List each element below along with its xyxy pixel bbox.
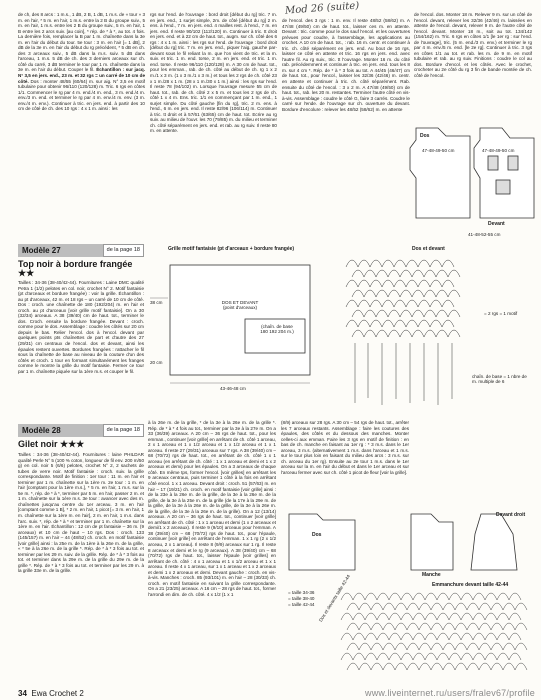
mesh-arc — [418, 260, 430, 267]
mesh-arc — [436, 310, 448, 317]
mesh-arc — [467, 663, 479, 670]
watermark-text: www.liveinternet.ru/users/fralev67/profile — [365, 688, 535, 698]
mesh-arc — [401, 653, 413, 660]
mesh-arc — [485, 633, 497, 640]
mesh-arc — [376, 310, 388, 317]
mesh-arc — [377, 653, 389, 660]
mesh-arc — [395, 623, 407, 630]
mesh-arc — [509, 593, 521, 600]
modele-27-page-ref: de la page 18 — [103, 244, 144, 257]
mesh-arc — [406, 300, 418, 307]
mesh-arc — [515, 603, 527, 610]
mesh-arc — [436, 290, 448, 297]
mesh-arc — [443, 603, 455, 610]
mesh-arc — [341, 653, 353, 660]
modele-27-title: Top noir à bordure frangée ★★ — [18, 259, 133, 278]
mesh-arc — [346, 280, 358, 287]
mesh-arc — [424, 270, 436, 277]
mesh-arc — [364, 270, 376, 277]
mesh-arc — [448, 330, 460, 337]
mesh-arc — [341, 613, 353, 620]
mesh-arc — [455, 663, 467, 670]
modele-28-col2: à la 26e m. de la grille, * de la 3e à la 26e m. de la grille *. Rép. de * à * 4 fois au tot., terminer par la 3e à la 27e m. On a 33 (36/39) arceaux. A 20 cm – 36 rgs de haut. tot., pour les emman., continuer [voir grille] en arrêtant de ch. côté 1 arceau, 2 x 1 arceau et 1 x 1/2 arceau et 1 x 1/2 arceau et 1 x 1 arceau. Il reste 27 (29/31) arceaux sur 7 rgs. A 38 (39/40) cm – 68 (70/72) rgs de haut. tot., en arrêtant de ch. côté 1 x 1 arceau (en arrêtant de ch. côté : 1 x 1 arceau et demi et 1 x 2 arceaux et demi) pour les épaules. On a 3 arceaux de chaque côté. En même tps, former l'encol. [voir grilles] en arrêtant les 9 arceaux centraux, puis terminer 1 côté à la fois en arrêtant côté encol. 1 x 1 arceau. Devant droit : croch. 51 (57/63) m. en l'air – 17 (19/21) ch. croch. en motif fantaisie [voir grille] ainsi : de la 23e à la 26e m. de la grille, de la 3e à la 26e m. de la grille, de la 3e à la 25e m. de la grille (de la 17e à la 29e m. de la grille, de la 3e à la 26e m. de la grille, de la 3e à la 26e m. de la grille, de la 3e à la 26e m. de la grille). On a 12 (13/14) arceaux. A 20 cm – 36 rgs de haut. tot., continuer [voir grille] en arrêtant de ch. côté : 1 x 1 arceau et demi (1 x 2 arceaux et demi/1 x 2 arceaux). Il reste 9 (9/10) arceaux pour l'emman. A 38 (39/40) cm – 68 (70/72) rgs de haut. tot., pour l'épaule, continuer [voir grille] en arrêtant de l'emman. 1 x 1 rg (2 x 1/2 arceau, 2 x 1 arceau). Il reste 8 (9/9) arceaux sur 1 rg. Il reste 8 arceaux et demi et le rg (9 arceaux). A 38 (39/40) cm – 68 (70/72) rgs de haut. tot., laisser l'épaule [voir grilles] en arrêtant de ch. côté : 4 x 1 arceau et 1 x 1/2 arceau et 1 x 1 arceau. Il reste 4 x 1 arceau, sur 1 x 1 arceau et 1 x 2 arceaux et demi 1 x 2 arceaux et demi. Devant gauche : croch. en vis-à-vis. Manches : croch. 85 (93/101) m. en l'air – 28 (30/33) ch. croch. en motif fantaisie en suivant la grille correspondante. On a 21 (23/25) arceaux. A 16 cm – 28 rgs de haut. tot., former l'arrondi en dim. de ch. côté. 4 x 1/2 (1 x 1 — [148, 420, 276, 597]
mesh-arc — [442, 320, 454, 327]
mesh-arc — [473, 653, 485, 660]
mesh-arc — [509, 653, 521, 660]
mesh-arc — [382, 260, 394, 267]
mesh-arc — [388, 310, 400, 317]
schematic-bottom-devant-label: Devant droit — [496, 512, 526, 518]
mesh-arc — [425, 593, 437, 600]
mesh-arc — [461, 593, 473, 600]
mesh-arc — [359, 623, 371, 630]
mesh-arc — [365, 613, 377, 620]
mesh-arc — [406, 260, 418, 267]
magazine-name: Ewa Crochet 2 — [31, 689, 84, 698]
mesh-arc — [419, 643, 431, 650]
mesh-arc — [412, 310, 424, 317]
mesh-arc — [431, 663, 443, 670]
mesh-arc — [413, 593, 425, 600]
mesh-arc — [394, 300, 406, 307]
mesh-arc — [388, 330, 400, 337]
mesh-arc — [461, 653, 473, 660]
mesh-arc — [449, 633, 461, 640]
grid-28-legend-2: = taille 38-40 — [288, 596, 315, 601]
mesh-arc — [448, 290, 460, 297]
mesh-arc — [497, 633, 509, 640]
handwritten-note: Mod 26 (suite) — [284, 0, 360, 17]
mesh-arc — [509, 613, 521, 620]
schematic-bottom-manche-label: Manche — [422, 572, 441, 578]
mesh-arc — [359, 663, 371, 670]
mesh-arc — [376, 290, 388, 297]
mesh-arc — [473, 633, 485, 640]
mesh-arc — [376, 330, 388, 337]
text-column-1 — [18, 12, 145, 244]
mesh-arc — [359, 643, 371, 650]
grid-28-side-label: Dos et devants taille 42-44 — [318, 573, 352, 623]
mesh-arc — [437, 613, 449, 620]
mesh-arc — [425, 653, 437, 660]
col1-para2: Échantillon : sur jacq. N° 3,5 en jers. end., 23 m. et 32 rgs = un carré de 10 cm de côté. — [18, 67, 145, 84]
mesh-arc — [443, 643, 455, 650]
mesh-arc — [347, 603, 359, 610]
modele-28-page-ref: de la page 18 — [103, 424, 144, 437]
mesh-arc — [371, 663, 383, 670]
schematic-devant-label: Devant — [488, 221, 505, 227]
mesh-arc — [431, 643, 443, 650]
modele-28-col3: (8/9) arceaux sur 28 rgs. A 30 cm – 54 rgs de haut. tot., arrêter les 7 arceaux restants. Assemblage : faire les coutures des épaules, des côtés et du dessous des manches. Monter celles-ci aux emman. Faire les 3 rgs en motif de finition : en bas de ch. manche en faisant au 1er rg : * 3 m.s. dans le 1er arceau, 3 m.s. (alternativement 1 m.s. dans l'arceau et 1 m.s. sur le tour plus loin en faisant du milieu des arcs : 3 m.s. sur ch. arceau du 1er rg). Ensuite au 2e tour 1 m.s. dans le 1er arceau sur la m. en l'air du début et dans le 1er arceau et sur l'arceau fermer avec sur ch. côté 1 picot de fleur [voir la grille]. — [281, 420, 409, 475]
mesh-arc — [406, 320, 418, 327]
mesh-arc — [418, 320, 430, 327]
mesh-arc — [400, 310, 412, 317]
mesh-arc — [479, 643, 491, 650]
modele-28-number: Modèle 28 — [22, 426, 61, 435]
mesh-arc — [497, 613, 509, 620]
mesh-arc — [358, 300, 370, 307]
modele-27-number: Modèle 27 — [22, 246, 61, 255]
grid-28-legend-1: = taille 34-36 — [288, 590, 315, 595]
mesh-arc — [382, 280, 394, 287]
mesh-arc — [377, 613, 389, 620]
mesh-arc — [455, 603, 467, 610]
mesh-arc — [353, 633, 365, 640]
mesh-arc — [419, 623, 431, 630]
mesh-arc — [394, 260, 406, 267]
grid-27-chain-label: chaîn. de base = 1 nbre de m. multiple de 6 — [472, 374, 527, 384]
mesh-arc — [443, 623, 455, 630]
mesh-arc — [352, 290, 364, 297]
mesh-arc — [467, 603, 479, 610]
mesh-arc — [407, 643, 419, 650]
modele-27-banner — [18, 244, 144, 257]
mesh-arc — [382, 300, 394, 307]
mesh-arc — [467, 623, 479, 630]
modele-28-banner — [18, 424, 144, 437]
mesh-arc — [365, 653, 377, 660]
schematic-dim-3: 41-48-52-55 cm — [468, 232, 501, 237]
mesh-arc — [376, 270, 388, 277]
mesh-arc — [370, 320, 382, 327]
mesh-arc — [407, 603, 419, 610]
mesh-arc — [341, 593, 353, 600]
mesh-arc — [365, 593, 377, 600]
mesh-arc — [425, 633, 437, 640]
mesh-arc — [389, 593, 401, 600]
mesh-arc — [442, 300, 454, 307]
mesh-arc — [515, 623, 527, 630]
mesh-arc — [461, 613, 473, 620]
mesh-arc — [388, 290, 400, 297]
mesh-arc — [485, 653, 497, 660]
mesh-arc — [394, 320, 406, 327]
mesh-arc — [491, 643, 503, 650]
mesh-arc — [359, 603, 371, 610]
mesh-arc — [467, 643, 479, 650]
mesh-arc — [358, 260, 370, 267]
mesh-arc — [418, 300, 430, 307]
grid-27-chain-box: (chaîn. de base 180 192 204 m.) — [260, 324, 294, 334]
grid-27-dim-2: 20 cm — [150, 360, 163, 365]
mesh-arc — [377, 633, 389, 640]
mesh-arc — [400, 270, 412, 277]
mesh-arc — [352, 310, 364, 317]
schematic-dim-1: 47-48-49-50 cm — [422, 148, 455, 153]
mesh-arc — [353, 653, 365, 660]
mesh-arc — [491, 623, 503, 630]
mesh-arc — [461, 633, 473, 640]
mesh-arc — [431, 623, 443, 630]
mesh-arc — [365, 633, 377, 640]
mesh-arc — [352, 270, 364, 277]
mesh-arc — [479, 623, 491, 630]
mesh-arc — [419, 603, 431, 610]
text-column-3: de l'encol. des 3 rgs : 1 m. env. Il reste 48/52 (58/62) m. A 47/48 (49/50) cm de haut. tot., laisser ces m. en attente. Devant : tric. comme pour le dos sauf l'encol. et les ouvertures prévues pour coudre, à l'assemblage, les applications au crochet. A 10 cm de haut. tot., : rab. 16 m. centr. et continuer à tric. ch. côté séparément en jers. end. Au bout de 16 rgs, laisser ce côté en attente et tric. 16 rgs en jers. end. avec l'autre fil. Au rg suiv., tric. tt l'ouvrage. Monter 16 m. du côté rab. précédemment et continuer à tric. en jers. end. tous les 8 m. sur 4 cm *. Rép. de * à * 3 fois au tot. A 44/45 (46/47) cm de haut. tot., pour l'encol., laisser les 32/36 (42/46) m. centr. en attente et continuer à tric. ch. côté séparément. Rab. ensuite du côté de l'encol. : 3 x 2 m. A 47/48 (49/50) cm de haut. tot., rab. les 20 m. restantes. Terminer l'autre côté en vis-à-vis. Assemblage : coudre le côté G, faire 3 carrés. Coudre le carré sur l'ende. de l'ouvrage sur ch. ouverture du devant. Bordure d'encolure : relever les 48/52 (58/62) m. en attente — [282, 18, 410, 112]
mesh-arc — [371, 603, 383, 610]
mesh-arc — [388, 270, 400, 277]
mesh-arc — [430, 320, 442, 327]
mesh-arc — [364, 290, 376, 297]
mesh-arc — [413, 633, 425, 640]
mesh-arc — [437, 593, 449, 600]
modele-27-text: Tailles : 34-36 (38-40/42-44). Fournitures : Laine DMC qualité Petra 1 (1/2) pelotes en col. noir, crochet N° 2. Motif fantaisie (pt d'arceaux et bordure frangée) : voir la grille. Échantillon : au pt d'arceaux, 42 m. et 18 rgs – un carré de 10 cm de côté. Dos : croch. une chaînette de 180 (192/204) m. en l'air et croch. au pt d'arceaux [voir grille motif fantaisie]. On a 30 (32/34) arceaux. A 38 (39/40) cm de haut. tot., terminer le dos. Croch. ensuite la bordure frangée. Devant : croch. comme pour le dos. Assemblage : coudre les côtés sur 20 cm depuis le bas. Relier l'encol. dos à l'encol. devant par quelques points pts chaînettes de part et d'autre des 27 (29/31) cm centraux de l'encol. dos et devant, ainsi les épaules restent ouvertes. Bordures frangées : rattacher le fil sous la chaînette de base au niveau de la couture d'un des côtés et croch. 1 tour en formant simultanément les franges comme le montre la grille du motif fantaisie. Fermer ce tour par 1 m. chaînette piquée sur la 1ère m.s. et couper le fil. — [18, 280, 144, 374]
mesh-arc — [377, 593, 389, 600]
mesh-arc — [455, 623, 467, 630]
mesh-arc — [437, 653, 449, 660]
mesh-arc — [383, 663, 395, 670]
mesh-arc — [370, 260, 382, 267]
mesh-arc — [401, 613, 413, 620]
mesh-arc — [413, 613, 425, 620]
schematic-bottom-dos-label: Dos — [312, 532, 322, 538]
grid-27-dim-1: 38 cm — [150, 300, 163, 305]
mesh-arc — [443, 663, 455, 670]
mesh-arc — [353, 593, 365, 600]
mesh-arc — [347, 623, 359, 630]
mesh-arc — [371, 643, 383, 650]
mesh-arc — [424, 310, 436, 317]
mesh-arc — [509, 633, 521, 640]
mesh-arc — [364, 330, 376, 337]
mesh-arc — [479, 603, 491, 610]
mesh-arc — [406, 280, 418, 287]
mesh-arc — [449, 613, 461, 620]
mesh-arc — [412, 290, 424, 297]
mesh-arc — [400, 290, 412, 297]
grid-27-diagram — [150, 253, 532, 419]
mesh-arc — [425, 613, 437, 620]
mesh-arc — [389, 633, 401, 640]
mesh-arc — [430, 280, 442, 287]
mesh-arc — [449, 653, 461, 660]
grid-27-box-label: DOS ET DEVANT (point d'arceaux) — [221, 300, 259, 310]
mesh-arc — [424, 330, 436, 337]
grid-27-title: Grille motif fantaisie (pt d'arceaux + bordure frangée) — [168, 246, 295, 252]
mesh-arc — [436, 330, 448, 337]
mesh-arc — [347, 663, 359, 670]
mesh-arc — [419, 663, 431, 670]
mesh-arc — [401, 633, 413, 640]
mesh-arc — [383, 623, 395, 630]
mesh-arc — [448, 270, 460, 277]
mesh-arc — [347, 643, 359, 650]
mesh-arc — [503, 623, 515, 630]
grid-27-rgs-label: = 2 rgs = 1 motif — [484, 311, 518, 316]
grid-27-dim-3: 43-46-48 cm — [220, 386, 246, 391]
mesh-arc — [442, 260, 454, 267]
mesh-arc — [383, 643, 395, 650]
modele-28-text: Tailles : 34-36 (38-40/42-44). Fournitures : laine PHILDAR qualité Perle N° 5 (100 % coton, longueur de fil env. 200 m/50 g) en col. noir 5 (6/6) pelotes, crochet N° 2, 2 sachets de tubes de verre noir. Motif fantaisie : croch. suiv. la grille correspondante. Motif de finition : 1er tour : 11 m. en l'air et terminer par 1 m. chaînette sur la 1ère m. 2e tour : 1 m. en l'air [comptant pour la 1ère m.s.], * 5 m. en l'air, 1 m.s. sur la 5e m. *, rép. de * à *, terminer par 5 m. en l'air, passer 2 m. et 1 m. chaînette sur la 1ère m.s. 3e tour : avancer avec des m. chaînettes jusqu'au centre du 1er arceau. 3 m. en l'air [comptant comme 1 B], * 2 m. en l'air, 1 picot [= 3 m. en l'air, 1 m. chaînette sur la 1ère m. en l'air], 2 m. en l'air, 1 m.s. dans l'arc. suiv. *, rép. de * à * et terminer par 1 m. chaînette sur la 1ère m. en l'air. Échantillon : 12 cm de pt fantaisie – 36 m. (9 arceaux) et 10 cm de haut – 10 rgs. Dos : croch. 133 (145/157) m. en l'air – 44 (48/52) ch. croch. en motif fantaisie [voir grille] ainsi : la 25e m. de la 1ère à la 26e m. de la grille, « * 5e à la 26e m. de la grille *. Rép. de * à * 3 fois au tot. et terminer par les 29 m. suiv. de la grille. Rép. de * à * 3 fois au tot. et terminer dans la 29e m. de la grille du 29e m. de la grille *. Rép. de * à * 3 fois au tot. et terminer par les 29 m. à la grille 33e m. de la grille. — [18, 452, 144, 574]
mesh-arc — [395, 663, 407, 670]
mesh-arc — [353, 613, 365, 620]
mesh-arc — [503, 643, 515, 650]
mesh-arc — [401, 593, 413, 600]
col1-para1: de ch, des 8 arcs : 1 m.s., 1 dB, 2 B, 1 dB, 1 m.s. de « tour » 3 m. en l'air, * 5 m. en l'air, 1 m.s. entre la 2 B du groupe suiv., 5 m. en l'air, 1 m.s. entre les 2 B du groupe suiv., 5 m. en l'air, 1 B entre les 2 arcs suiv. [au coin], * rép. de * à *, au tot. 4 fois. La dernière fois, remplacer la B par 1 m. chaînette dans la 3e m. en l'air du début du tour. 5e tour : 3 m. en l'air [= 1 dB], 2 dB de la 3e m. en l'air du début du rg précédent, * 5 dB en ch. des 3 arceaux suiv., 5 dB dans la m.s. suiv. 5 dB dans l'arceau, 1 m.s. 5 dB de ch. des 3 derniers arceaux sur ch. côté du carré, 3 dB terminer le tour par 1 m. chaînette dans la 3e m. en l'air du début. Couper le fil. — [18, 12, 145, 73]
mesh-arc — [371, 623, 383, 630]
mesh-arc — [370, 300, 382, 307]
mesh-arc — [503, 603, 515, 610]
mesh-arc — [395, 603, 407, 610]
mesh-arc — [424, 290, 436, 297]
mesh-arc — [431, 603, 443, 610]
mesh-arc — [497, 653, 509, 660]
mesh-arc — [430, 300, 442, 307]
mesh-arc — [346, 320, 358, 327]
mesh-arc — [479, 663, 491, 670]
mesh-arc — [515, 663, 527, 670]
mesh-arc — [497, 593, 509, 600]
bottom-schematic — [281, 508, 533, 580]
mesh-arc — [473, 613, 485, 620]
grid-28-diagram — [281, 588, 533, 680]
modele-28-title: Gilet noir ★★★ — [18, 439, 85, 449]
mesh-arc — [352, 330, 364, 337]
page-footer — [18, 689, 84, 698]
mesh-arc — [346, 300, 358, 307]
mesh-arc — [503, 663, 515, 670]
text-column-4: de l'encol. dos. Monter 18 m. Relever 9 m. sur un côté de l'encol. devant, relever les 32/36 (42/46) m. laissées en attente de l'encol. devant, relever 9 m. de l'autre côté de l'encol. devant. Monter 18 m., soit au tot. 134/142 (154/162) m. Tric. 6 rgs en côtes 1/1 [le 1er rg : sur l'end. de l'ouvrage], tric. (5 m. end./3 m. env.) et terminer le rg par 4 m. env./5 m. end. [le 2e rg]. Continuer à tric. 3 rgs en côtes 1/1 au tot. et rab. les m. de 9 m. en motif tubulaire et rab. au rg suiv. Finitions : coudre le col au dos. Bordure d'encol. et les côtés. Avec le crochet, crocheter au 2e côté du rg 3 fin de bande montée de ch. côté de l'encol. — [414, 12, 532, 79]
mesh-arc — [430, 260, 442, 267]
mesh-arc — [383, 603, 395, 610]
mesh-arc — [364, 310, 376, 317]
mesh-arc — [455, 643, 467, 650]
schematic-dim-2: 47-48-49-50 cm — [482, 148, 515, 153]
mesh-arc — [407, 623, 419, 630]
mesh-arc — [436, 270, 448, 277]
mesh-arc — [407, 663, 419, 670]
mesh-arc — [346, 260, 358, 267]
mesh-arc — [418, 280, 430, 287]
mesh-arc — [448, 310, 460, 317]
mesh-arc — [389, 613, 401, 620]
mesh-arc — [491, 603, 503, 610]
text-column-2: rgs sur l'end. de l'ouvrage : bord droit [début du rg] tric. 7 m. en jers. end., 1 surjet simple, 2m. de côté [début du rg] 2 m. ens. à l'end., 7 m. en jers. end. 4 mailles rest. à l'end., 7 m. en jers. end. Il reste 90/102 (112/120) m. Continuer à tric. tt droit en jers. end. et à 22 cm de haut. tot., augm. sur ch. côté des 6 rgs : 4 x 1 m. ainsi : les rgs sur l'end. de l'ouvrage : bord droit [début du rg] tric. 7 m. en jers. end., piquer l'aig. gauche par-devant sous le fil reliant la m. que l'on vient de tric. et la m. suiv. et tric. 1 m. end. torse, 2 m. en jers. end. et tric. 1 m. end. torse. Il reste 96/110 (120/128) m. A 30 cm de haut. tot., pour les emman., rab. de ch. côté au début de ch. rg 1 x 2 m./1 x 3 m. (1 x 3 m./1 x 3 m.) et tous les 2 rgs de ch. côté 23 x 1 m./28 x 1 m. (28 x 1 m./30 x 1 m.) ainsi : les rgs sur l'end. Il reste 78 (94/102) m. Lorsque l'ouvrage mesure 55 cm de haut. tot., rab. de ch. côté 2 x 5 m. et tous les 2 rgs de ch. côté 1 x 4 m. Ens. tric. 1/1 en commençant par 1 m. end., 1 surjet simple. Du côté gauche [fin du rg], tric. 2 m. ens. à l'end., 6 m. en jers. end. Il reste 82/96 (106/114) m. Continuer à tric. tt droit et à 57/61 (63/65) cm de haut. tot. Ecrire au rg suiv. au milieu de l'ouvr. les 70 (79/85) m. du milieu et terminer ch. côté séparément en jers. end. et rab. au rg suiv. Il reste 80 m. en attente. — [150, 12, 277, 134]
mesh-arc — [370, 280, 382, 287]
mesh-arc — [412, 270, 424, 277]
mesh-arc — [485, 613, 497, 620]
page-number: 34 — [18, 689, 27, 698]
mesh-arc — [341, 633, 353, 640]
schematic-dos-label: Dos — [420, 133, 430, 139]
mesh-arc — [473, 593, 485, 600]
grid-28-legend-3: = taille 42-44 — [288, 602, 315, 607]
mesh-arc — [358, 280, 370, 287]
col1-para3: Dos : monter 48/55 (60/64) m. sur aig. N° 3,5 en motif tubulaire pour obtenir 96/110 (120/128) m. Tric. 6 rgs en côtes 1/1. Commencer le rg par 4 m. end./4 m. end., 3 m. end./4 m. env./3 m. end. et terminer le rg par 4 m. env./4 m. env. (3 m. env./4 m. env.). Continuer à tric. en jers. end. à partir des 10 cm de côté de ch. des 10 rgs : 4 x 1 m. ainsi : les — [18, 78, 145, 112]
mesh-arc — [442, 280, 454, 287]
mesh-arc — [382, 320, 394, 327]
mesh-arc — [449, 593, 461, 600]
mesh-arc — [437, 633, 449, 640]
mesh-arc — [412, 330, 424, 337]
mesh-arc — [491, 663, 503, 670]
mesh-arc — [400, 330, 412, 337]
mesh-arc — [485, 593, 497, 600]
mesh-arc — [515, 643, 527, 650]
mesh-arc — [394, 280, 406, 287]
mesh-arc — [389, 653, 401, 660]
grid-27-dos-label: Dos et devant — [412, 246, 445, 252]
mesh-arc — [395, 643, 407, 650]
mesh-arc — [413, 653, 425, 660]
mesh-arc — [358, 320, 370, 327]
grid-28-title: Emmanchure devant taille 42-44 — [432, 582, 509, 588]
